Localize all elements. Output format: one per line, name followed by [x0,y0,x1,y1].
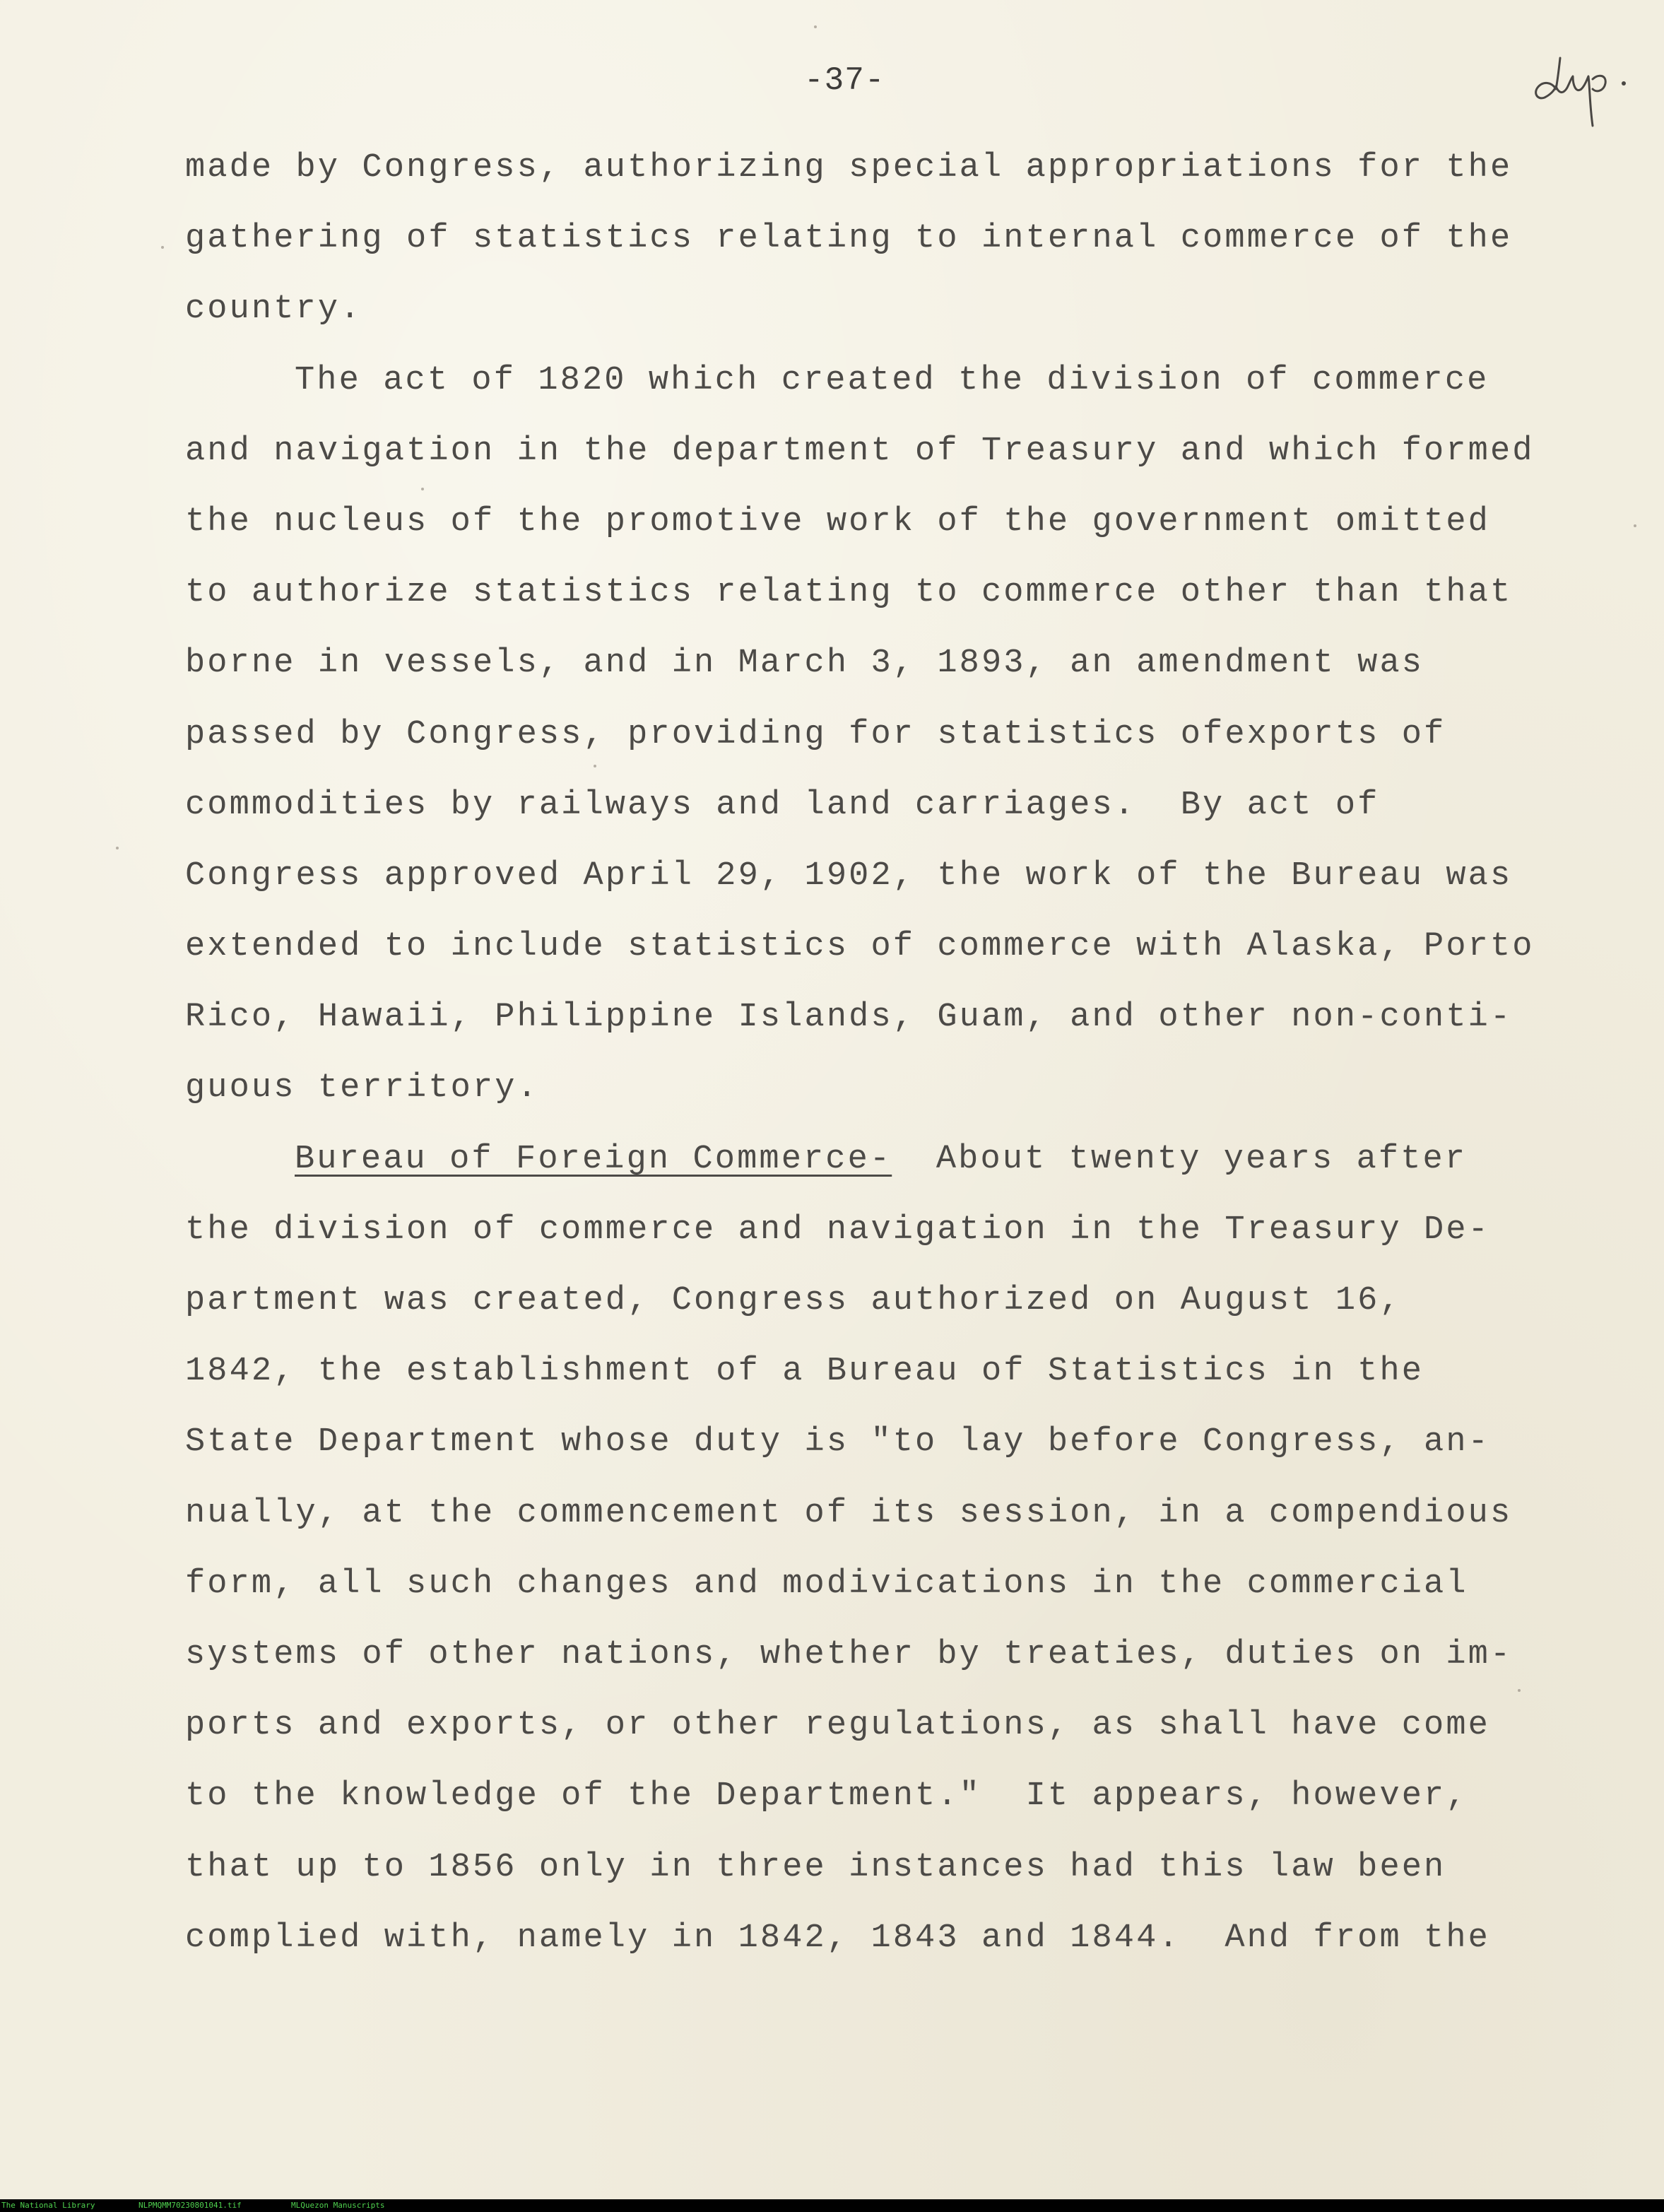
page-number: -37- [804,62,885,99]
text-line: to the knowledge of the Department." It appears, however, [185,1777,1468,1816]
text-line: Rico, Hawaii, Philippine Islands, Guam, and other non-conti- [185,999,1513,1037]
text-line: Congress approved April 29, 1902, the work of the Bureau was [185,857,1513,895]
paper-speck [161,246,164,249]
text-line: complied with, namely in 1842, 1843 and 1844. And from the [185,1919,1490,1957]
paper-speck [1518,1689,1521,1692]
paper-speck [814,25,817,28]
text-line: to authorize statistics relating to commerce other than that [185,574,1513,612]
paper-speck [594,765,596,767]
text-line: The act of 1820 which created the division of commerce [295,361,1489,399]
footer-library: The National Library [1,2201,95,2210]
scan-footer [0,2199,1664,2212]
text-line: passed by Congress, providing for statistics ofexports of [185,715,1446,753]
text-line: made by Congress, authorizing special appropriations for the [185,149,1513,187]
text-line: gathering of statistics relating to internal commerce of the [185,220,1513,258]
text-line: form, all such changes and modivications in the commercial [185,1565,1468,1603]
section-heading-line [185,1135,1591,1206]
text-line: ports and exports, or other regulations, as shall have come [185,1707,1490,1745]
text-line: 1842, the establishment of a Bureau of Statistics in the [185,1353,1424,1391]
text-line: guous territory. [185,1069,539,1107]
text-line: and navigation in the department of Treasury and which formed [185,432,1535,470]
text-line: that up to 1856 only in three instances had this law been [185,1848,1446,1886]
paper-speck [116,847,119,849]
text-line: the nucleus of the promotive work of the government omitted [185,502,1490,541]
text-line: partment was created, Congress authorized on August 16, [185,1282,1402,1319]
text-line: the division of commerce and navigation in the Treasury De- [185,1211,1490,1249]
text-line: State Department whose duty is "to lay before Congress, an- [185,1423,1490,1461]
text-line: nually, at the commencement of its session, in a compendious [185,1494,1513,1532]
paper-speck [421,488,424,490]
paper-speck [1634,524,1636,527]
text-line: commodities by railways and land carriages. By act of [185,786,1380,824]
body-text [185,143,1591,1984]
section-heading-continuation: About twenty years after [892,1140,1468,1178]
footer-collection: MLQuezon Manuscripts [291,2201,385,2210]
text-line: systems of other nations, whether by treaties, duties on im- [185,1635,1513,1673]
text-line: borne in vessels, and in March 3, 1893, an amendment was [185,645,1424,683]
footer-file-id: NLPMQMM70230801041.tif [138,2201,242,2210]
handwritten-note [1532,42,1638,141]
text-line: country. [185,290,362,329]
section-heading: Bureau of Foreign Commerce- [295,1140,892,1178]
text-line: extended to include statistics of commerce with Alaska, Porto [185,928,1535,966]
